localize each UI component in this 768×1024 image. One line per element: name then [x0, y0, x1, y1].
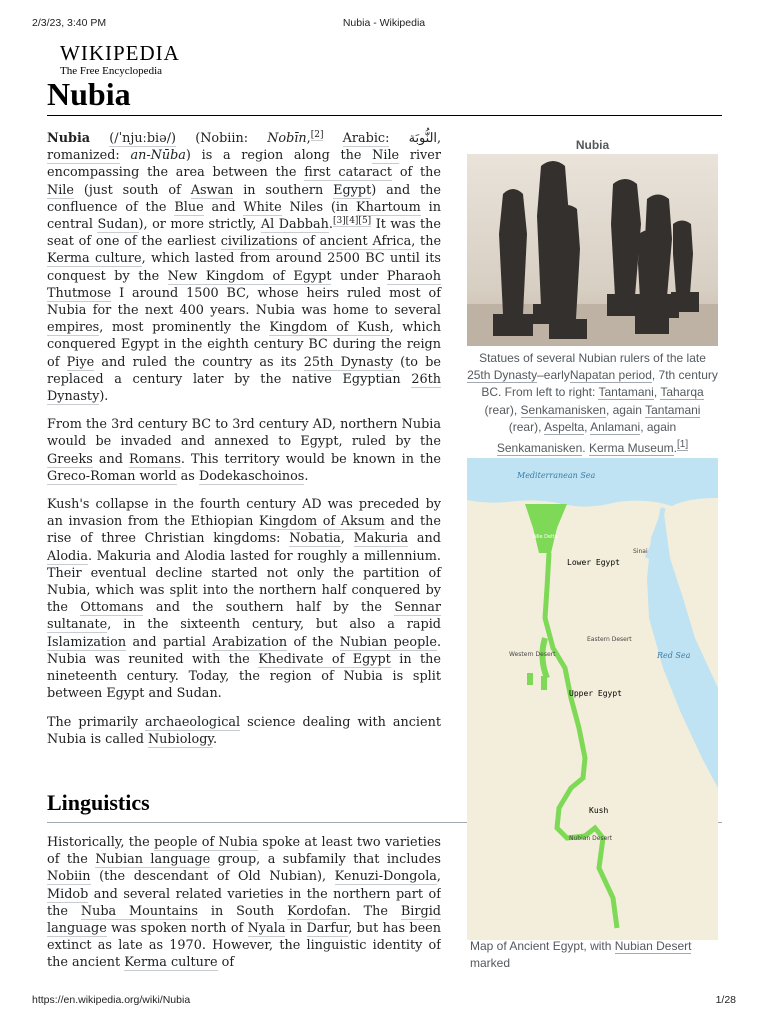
ancient-egypt-map[interactable]: [467, 458, 718, 940]
romanized-link[interactable]: romanized:: [47, 148, 120, 164]
text: , the: [411, 234, 442, 250]
link-khedivate-of-egypt[interactable]: Khedivate of Egypt: [258, 651, 391, 667]
link-alodia[interactable]: Alodia: [47, 548, 88, 564]
text: , which conquered Egypt in the eighth century BC during the reign of: [47, 320, 442, 370]
text: . Nubia was reunited with the: [47, 634, 442, 667]
print-datetime: 2/3/23, 3:40 PM: [32, 17, 107, 29]
nobiin-label: (Nobiin:: [195, 131, 249, 146]
link-25th-dynasty[interactable]: 25th Dynasty: [303, 354, 393, 370]
link-kerma-culture[interactable]: Kerma culture: [124, 955, 218, 971]
link-romans[interactable]: Romans: [128, 451, 181, 467]
text: (rear),: [508, 419, 542, 434]
text: and: [416, 531, 441, 547]
link-kenuzi-dongola[interactable]: Kenuzi-Dongola: [334, 869, 437, 885]
text: (the descendant of Old Nubian),: [99, 869, 327, 885]
text: .: [212, 731, 218, 747]
text: From the 3rd century BC to 3rd century AD, northern Nubia would be invaded and annexed to Egypt, ruled by the: [47, 417, 441, 450]
mediterranean-sea: [467, 458, 718, 507]
link-kingdom-of-aksum[interactable]: Kingdom of Aksum: [259, 514, 385, 530]
text: in the nineteenth century. Today, the region of Nubia is split between Egypt and Sudan.: [47, 651, 441, 702]
link-nyala[interactable]: Nyala: [247, 921, 286, 937]
link-nobiin[interactable]: Nobiin: [47, 869, 91, 885]
map-label-western-desert: Western Desert: [509, 651, 556, 658]
romanized-word: an-Nūba: [130, 148, 186, 164]
text: (rear),: [484, 402, 518, 417]
link-kerma-museum[interactable]: Kerma Museum: [588, 441, 674, 456]
link-ancient-africa[interactable]: ancient Africa: [319, 234, 412, 250]
text: . The: [346, 903, 388, 919]
text: , again: [640, 419, 677, 434]
link-sudan[interactable]: Sudan: [97, 217, 139, 233]
text: group, a subfamily that includes: [217, 852, 441, 868]
text: ) is a region along the: [185, 148, 362, 164]
text: .: [582, 441, 586, 456]
link-greco-roman-world[interactable]: Greco-Roman world: [47, 468, 177, 484]
map-caption: [470, 938, 720, 972]
link-piye[interactable]: Piye: [66, 354, 95, 370]
text: Statues of several Nubian rulers of the late: [479, 351, 706, 365]
text: in southern: [243, 182, 324, 198]
link-tantamani[interactable]: Tantamani: [598, 385, 654, 400]
print-header: [32, 17, 736, 31]
link-arabization[interactable]: Arabization: [212, 634, 288, 650]
link-dodekaschoinos[interactable]: Dodekaschoinos: [198, 468, 305, 484]
logo-tagline: The Free Encyclopedia: [60, 65, 163, 77]
photo-caption: [467, 350, 718, 457]
link-25th-dynasty[interactable]: 25th Dynasty: [467, 368, 538, 383]
text: Kush's collapse in the fourth century AD was preceded by an invasion from the Ethiopian: [47, 497, 441, 530]
text: of: [221, 955, 235, 971]
text: ,: [653, 385, 658, 400]
lead-term: Nubia: [47, 131, 91, 146]
link-makuria[interactable]: Makuria: [353, 531, 409, 547]
text: (to be replaced a century later by the native Egyptian: [47, 354, 441, 387]
link-nubian-people[interactable]: Nubian people: [339, 634, 437, 650]
map-label-nubian-desert: Nubian Desert: [569, 835, 613, 842]
text: . Makuria and Alodia lasted for roughly a millennium. Their eventual decline started not only the partition of Nubia, which was split into the northern half conquered by the: [47, 548, 441, 616]
link-thutmose[interactable]: Thutmose: [47, 285, 112, 301]
text: (just south of: [83, 182, 181, 198]
print-url: https://en.wikipedia.org/wiki/Nubia: [32, 994, 191, 1006]
section-heading-linguistics: Linguistics: [47, 788, 722, 823]
text: .: [673, 441, 677, 456]
text: I around 1500 BC, whose heirs ruled most of Nubia for the next 400 years. Nubia was home to several: [47, 285, 441, 319]
link-greeks[interactable]: Greeks: [47, 451, 93, 467]
text: marked: [470, 956, 511, 970]
text: and the southern half by the: [155, 600, 382, 616]
link-archaeological[interactable]: archaeological: [145, 714, 241, 730]
text: It was the seat of one of the earliest: [47, 217, 441, 250]
text: of the: [293, 634, 334, 650]
nobiin-word: Nobīn: [267, 131, 307, 146]
text: , 7th century BC. From left to right:: [481, 368, 718, 400]
map-label-lower-egypt: Lower Egypt: [567, 558, 620, 567]
link-khartoum[interactable]: Khartoum: [356, 199, 421, 215]
link-taharqa[interactable]: Taharqa: [660, 385, 704, 400]
print-page-number: 1/28: [715, 994, 736, 1006]
text: in: [289, 921, 303, 937]
paragraph: [47, 496, 441, 702]
map-label-eastern-desert: Eastern Desert: [587, 636, 632, 643]
page-title: Nubia: [47, 76, 131, 112]
link-egypt[interactable]: Egypt: [333, 182, 372, 198]
link-nubian-language[interactable]: Nubian language: [95, 852, 211, 868]
link-darfur[interactable]: Darfur: [306, 921, 349, 937]
paragraph: [47, 714, 441, 748]
link-kerma-culture[interactable]: Kerma culture: [47, 251, 142, 267]
text: as: [180, 468, 195, 484]
link-tantamani[interactable]: Tantamani: [645, 402, 701, 417]
map-label-nile-delta: Nile Delta: [533, 534, 558, 540]
oasis: [541, 676, 547, 690]
link-nubiology[interactable]: Nubiology: [147, 731, 213, 747]
link-nile[interactable]: Nile: [47, 182, 74, 198]
print-footer: [32, 994, 736, 1008]
text: of: [302, 234, 315, 250]
text: , which lasted from around 2500 BC until its conquest by the: [47, 251, 441, 284]
link-aspelta[interactable]: Aspelta: [544, 419, 585, 434]
link-birgid-language[interactable]: Birgid language: [47, 903, 441, 937]
link-kordofan[interactable]: Kordofan: [287, 903, 347, 919]
text: and the rise of three Christian kingdoms:: [47, 514, 441, 547]
map-label-red-sea: Red Sea: [657, 651, 691, 660]
title-divider: [47, 115, 722, 116]
text: Map of Ancient Egypt, with: [470, 939, 612, 953]
text: ) and the confluence of the: [47, 182, 441, 215]
paragraph: [47, 416, 441, 485]
text: , in the sixteenth century, but also a rapid: [107, 617, 441, 633]
nubian-statues-photo[interactable]: [467, 154, 718, 346]
link-26th-dynasty[interactable]: 26th Dynasty: [47, 371, 441, 405]
map-label-mediterranean: Mediterranean Sea: [517, 471, 596, 480]
text: Niles (in: [289, 199, 349, 215]
text: ,: [584, 419, 588, 434]
ref-link[interactable]: [2]: [310, 129, 324, 140]
link-first-cataract[interactable]: first cataract: [304, 165, 393, 181]
ref-links[interactable]: [3][4][5]: [332, 215, 372, 226]
article-body: [47, 130, 441, 759]
text: and: [211, 199, 236, 215]
infobox: [467, 138, 718, 970]
map-label-sinai: Sinai: [633, 548, 648, 555]
link-anlamani[interactable]: Anlamani: [590, 419, 641, 434]
map-label-kush: Kush: [589, 806, 609, 815]
text: was spoken north of: [111, 921, 244, 937]
logo-wordmark: WIKIPEDIA: [60, 41, 180, 65]
link-nile[interactable]: Nile: [372, 148, 400, 164]
text: , again: [605, 402, 642, 417]
text: and several related varieties in the northern part of the: [47, 886, 441, 919]
wikipedia-logo[interactable]: [60, 42, 180, 78]
text: in South: [210, 903, 275, 919]
text: ), or more strictly,: [138, 217, 257, 233]
link-civilizations[interactable]: civilizations: [220, 234, 298, 250]
print-page-title: Nubia - Wikipedia: [342, 17, 426, 29]
link-midob[interactable]: Midob: [47, 886, 89, 902]
link-islamization[interactable]: Islamization: [47, 634, 127, 650]
link-al-dabbah[interactable]: Al Dabbah: [260, 217, 329, 233]
arabic-word: النُّوبَة: [408, 131, 437, 146]
text: .: [304, 468, 309, 484]
text: and: [98, 451, 123, 467]
link-nuba-mountains[interactable]: Nuba Mountains: [80, 903, 198, 919]
text: in central: [47, 199, 441, 233]
link-blue-nile[interactable]: Blue: [174, 199, 204, 215]
text: spoke at least two varieties of the: [47, 835, 441, 868]
link-sennar-sultanate[interactable]: Sennar sultanate: [47, 600, 441, 633]
text: , but has been extinct as late as 1970. However, the linguistic identity of the ancient: [47, 921, 441, 971]
link-nubian-desert[interactable]: Nubian Desert: [614, 939, 692, 953]
link-empires[interactable]: empires: [47, 320, 100, 336]
ref-link[interactable]: [1]: [677, 439, 689, 451]
text: river encompassing the area between the: [47, 148, 441, 181]
text: ,: [340, 531, 345, 547]
link-new-kingdom[interactable]: New Kingdom of Egypt: [167, 268, 332, 284]
text: and ruled the country as its: [101, 354, 297, 370]
text: ).: [99, 389, 109, 405]
link-kingdom-of-kush[interactable]: Kingdom of Kush: [269, 320, 390, 336]
pronunciation-link[interactable]: (/ˈnjuːbiə/): [109, 131, 177, 146]
link-senkamanisken[interactable]: Senkamanisken: [520, 402, 606, 417]
text: Historically, the: [47, 835, 150, 850]
link-pharaoh[interactable]: Pharaoh: [386, 268, 441, 284]
link-napatan-period[interactable]: Napatan period: [569, 368, 652, 383]
link-ottomans[interactable]: Ottomans: [80, 600, 144, 616]
text: –early: [537, 368, 570, 383]
arabic-link[interactable]: Arabic:: [342, 131, 390, 146]
text: and partial: [132, 634, 206, 650]
lead-paragraph: Nubia (/ˈnjuːbiə/) (Nobiin: Nobīn,[2] Arabic: النُّوبَة, romanized: an-Nūba) is a region along the Nile river encompassing the area between the first cataract of the Nile (just south of Aswan in southern Egypt) and the confluence of the Blue and White Niles (in Khartoum in central Sudan), or more strictly, Al Dabbah.[3][4][5] It was the seat of one of the earliest civilizations of ancient Africa, the Kerma culture, which lasted from around 2500 BC until its conquest by the New Kingdom of Egypt under Pharaoh Thutmose I around 1500 BC, whose heirs ruled most of Nubia for the next 400 years. Nubia was home to several empires, most prominently the Kingdom of Kush, which conquered Egypt in the eighth century BC during the reign of Piye and ruled the country as its 25th Dynasty (to be replaced a century later by the native Egyptian 26th Dynasty).: [47, 129, 442, 405]
link-people-of-nubia[interactable]: people of Nubia: [154, 835, 258, 850]
oasis: [527, 673, 533, 685]
text: The primarily: [47, 714, 139, 730]
link-senkamanisken[interactable]: Senkamanisken: [496, 441, 583, 456]
text: of the: [399, 165, 441, 181]
linguistics-paragraph: [47, 834, 441, 979]
map-label-upper-egypt: Upper Egypt: [569, 689, 622, 698]
infobox-title: Nubia: [575, 138, 610, 152]
text: science dealing with ancient Nubia is called: [47, 714, 441, 747]
link-white-nile[interactable]: White: [243, 199, 282, 215]
text: , most prominently the: [99, 320, 261, 336]
link-aswan[interactable]: Aswan: [190, 182, 234, 198]
text: under: [339, 268, 379, 284]
text: . This territory would be known in the: [180, 451, 442, 467]
text: ,: [436, 869, 441, 885]
link-nobatia[interactable]: Nobatia: [289, 531, 341, 547]
